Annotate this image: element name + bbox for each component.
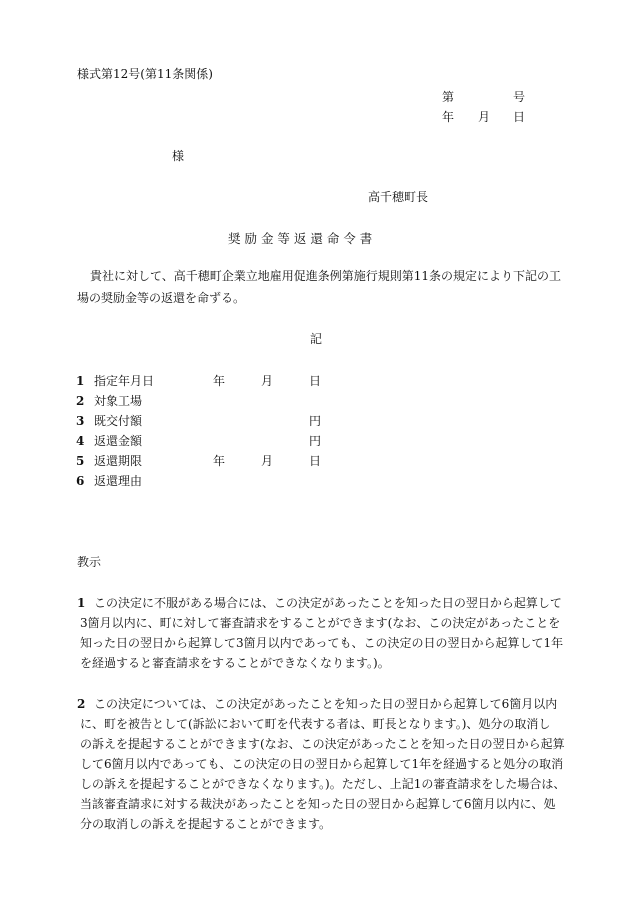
ki-label: 記 xyxy=(310,332,323,346)
item-month: 月 xyxy=(261,454,274,468)
item-number: 5 xyxy=(76,454,85,468)
item-day: 日 xyxy=(309,454,322,468)
kyoji-p1-line-2: 3箇月以内に、町に対して審査請求をすることができます(なお、この決定があったことを xyxy=(80,616,561,630)
kyoji-p2-line-3: の訴えを提起することができます(なお、この決定があったことを知った日の翌日から起算 xyxy=(80,737,565,751)
addressee-sama: 様 xyxy=(172,149,185,163)
kyoji-p1-line-1: この決定に不服がある場合には、この決定があったことを知った日の翌日から起算して xyxy=(94,596,562,610)
form-number: 様式第12号(第11条関係) xyxy=(77,67,213,81)
kyoji-heading: 教示 xyxy=(77,555,102,569)
kyoji-p1-line-3: 知った日の翌日から起算して3箇月以内であっても、この決定の日の翌日から起算して1年 xyxy=(80,636,564,650)
kyoji-p2-line-5: しの訴えを提起することができなくなります。)。ただし、上記1の審査請求をした場合は、 xyxy=(80,777,566,791)
kyoji-p1-number: 1 xyxy=(77,596,86,610)
item-label: 対象工場 xyxy=(94,394,143,408)
item-number: 2 xyxy=(76,394,85,408)
kyoji-p2-number: 2 xyxy=(77,697,86,711)
kyoji-p1-line-4: を経過すると審査請求をすることができなくなります。)。 xyxy=(80,656,390,670)
item-month: 月 xyxy=(261,374,274,388)
issuer-name: 高千穂町長 xyxy=(368,190,429,204)
item-label: 既交付額 xyxy=(94,414,143,428)
item-number: 3 xyxy=(76,414,85,428)
date-day-label: 日 xyxy=(513,110,526,124)
kyoji-p2-line-4: して6箇月以内であっても、この決定の日の翌日から起算して1年を経過すると処分の取消 xyxy=(80,757,564,771)
item-label: 返還期限 xyxy=(94,454,143,468)
item-year: 年 xyxy=(213,454,226,468)
item-label: 返還理由 xyxy=(94,474,143,488)
kyoji-p2-line-6: 当該審査請求に対する裁決があったことを知った日の翌日から起算して6箇月以内に、処 xyxy=(80,797,556,811)
body-line-1: 貴社に対して、高千穂町企業立地雇用促進条例第施行規則第11条の規定により下記の工 xyxy=(90,269,562,283)
item-yen: 円 xyxy=(309,434,322,448)
item-year: 年 xyxy=(213,374,226,388)
item-number: 6 xyxy=(76,474,85,488)
number-gou-label: 号 xyxy=(513,90,526,104)
body-line-2: 場の奨励金等の返還を命ずる。 xyxy=(77,291,246,305)
item-number: 1 xyxy=(76,374,85,388)
item-yen: 円 xyxy=(309,414,322,428)
item-number: 4 xyxy=(76,434,85,448)
item-day: 日 xyxy=(309,374,322,388)
number-dai-label: 第 xyxy=(442,90,455,104)
kyoji-p2-line-2: に、町を被告として(訴訟において町を代表する者は、町長となります。)、処分の取消し xyxy=(80,717,551,731)
item-label: 指定年月日 xyxy=(94,374,155,388)
item-label: 返還金額 xyxy=(94,434,143,448)
date-month-label: 月 xyxy=(478,110,491,124)
document-title: 奨 励 金 等 返 還 命 令 書 xyxy=(228,231,373,246)
date-year-label: 年 xyxy=(442,110,455,124)
kyoji-p2-line-1: この決定については、この決定があったことを知った日の翌日から起算して6箇月以内 xyxy=(94,697,558,711)
kyoji-p2-line-7: 分の取消しの訴えを提起することができます。 xyxy=(80,817,332,831)
